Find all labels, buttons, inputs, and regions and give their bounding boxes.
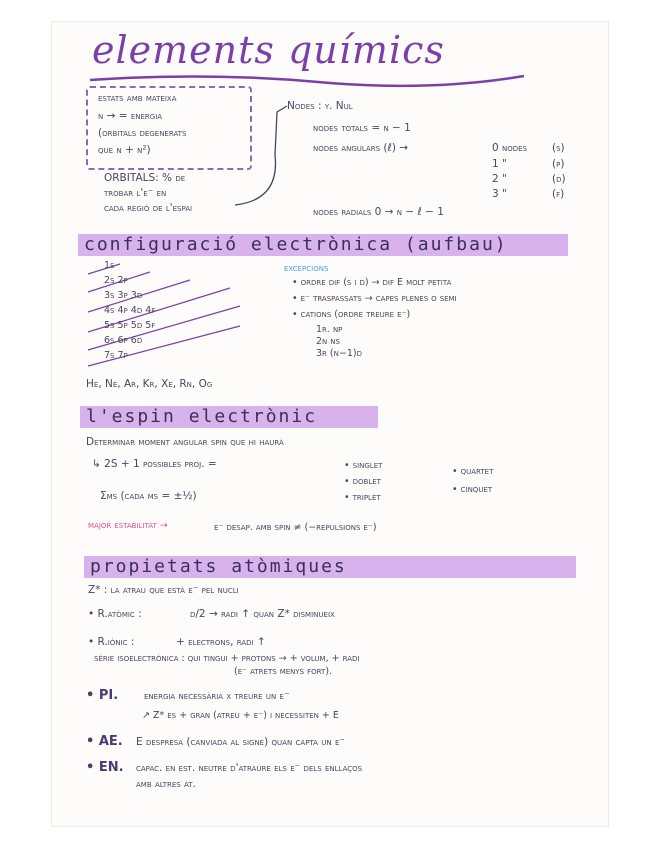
state-quartet: • quartet bbox=[452, 466, 494, 477]
exceptions-heading: excepcions bbox=[284, 262, 329, 274]
aufbau-row-6: 6s 6p 6d bbox=[104, 335, 143, 346]
prop-ionic-text: + electrons, radi ↑ bbox=[176, 636, 266, 648]
aufbau-row-5: 5s 5p 5d 5f bbox=[104, 320, 156, 331]
noble-gases: He, Ne, Ar, Kr, Xe, Rn, Og bbox=[86, 378, 213, 390]
spin-line-3: Σms (cada ms = ±½) bbox=[100, 490, 197, 502]
prop-isoelec-2: (e⁻ atrets menys fort). bbox=[234, 666, 333, 677]
aufbau-row-4: 4s 4p 4d 4f bbox=[104, 305, 156, 316]
aufbau-row-3: 3s 3p 3d bbox=[104, 290, 143, 301]
angular-type-2: (d) bbox=[552, 173, 566, 185]
angular-type-1: (p) bbox=[552, 158, 565, 170]
stability-lead: major estabilitat → bbox=[88, 520, 168, 531]
orbitals-note-1: ORBITALS: % de bbox=[104, 172, 186, 184]
aufbau-row-7: 7s 7p bbox=[104, 350, 128, 361]
nodes-totals: nodes totals = n − 1 bbox=[313, 122, 411, 134]
angular-type-3: (f) bbox=[552, 188, 565, 200]
stability-rest: e⁻ desap. amb spin ≠ (−repulsions e⁻) bbox=[214, 522, 377, 533]
state-singlet: • singlet bbox=[344, 460, 383, 471]
exception-1: • ordre dif (s i d) → dif E molt petita bbox=[292, 277, 452, 288]
prop-en-text-2: amb altres at. bbox=[136, 778, 196, 790]
prop-pi-text: energia necessària x treure un e⁻ bbox=[144, 690, 290, 702]
page-title: elements químics bbox=[92, 28, 445, 72]
order-2: 2n ns bbox=[316, 336, 340, 347]
box-note-1: estats amb mateixa bbox=[98, 92, 177, 104]
connector-arrow bbox=[225, 100, 305, 215]
section-props-title: propietats atòmiques bbox=[90, 556, 347, 577]
angular-value-3: 3 " bbox=[492, 188, 507, 200]
exception-3: • cations (ordre treure e⁻) bbox=[292, 309, 411, 320]
order-3: 3r (n−1)d bbox=[316, 348, 362, 359]
aufbau-row-2: 2s 2p bbox=[104, 275, 128, 286]
state-cinquet: • cinquet bbox=[452, 484, 493, 495]
nodes-heading: Nodes : y. Nul bbox=[287, 100, 353, 112]
prop-zstar: Z* : la atrau que està e⁻ pel nucli bbox=[88, 584, 239, 596]
prop-radi-label: • R.atòmic : bbox=[88, 608, 142, 620]
box-note-3: (orbitals degenerats bbox=[98, 127, 187, 139]
angular-type-0: (s) bbox=[552, 142, 565, 154]
section-spin-title: l'espin electrònic bbox=[86, 406, 318, 427]
box-note-2: n → = energia bbox=[98, 110, 163, 122]
prop-radi-text: d/2 → radi ↑ quan Z* disminueix bbox=[190, 608, 335, 620]
spin-line-2: ↳ 2S + 1 possibles proj. = bbox=[92, 458, 217, 470]
prop-en-text: capac. en est. neutre d'atraure els e⁻ dels enllaços bbox=[136, 762, 363, 774]
nodes-radials: nodes radials 0 → n − ℓ − 1 bbox=[313, 206, 444, 218]
exception-2: • e⁻ traspassats → capes plenes o semi bbox=[292, 293, 457, 304]
prop-ae-text: E despresa (canviada al signe) quan capta un e⁻ bbox=[136, 736, 345, 748]
prop-pi-sub: ↗ Z* es + gran (atreu + e⁻) i necessiten + E bbox=[142, 710, 339, 721]
prop-ae-label: • AE. bbox=[86, 734, 123, 749]
prop-en-label: • EN. bbox=[86, 760, 124, 775]
angular-value-1: 1 " bbox=[492, 158, 507, 170]
aufbau-row-1: 1s bbox=[104, 260, 115, 271]
prop-ionic-label: • R.iònic : bbox=[88, 636, 135, 648]
box-note-4: que n + n²) bbox=[98, 144, 151, 156]
section-config-title: configuració electrònica (aufbau) bbox=[84, 234, 508, 255]
spin-line-1: Determinar moment angular spin que hi haurà bbox=[86, 436, 284, 448]
nodes-angulars: nodes angulars (ℓ) → bbox=[313, 142, 409, 154]
angular-value-2: 2 " bbox=[492, 173, 507, 185]
angular-value-0: 0 nodes bbox=[492, 142, 528, 154]
state-triplet: • triplet bbox=[344, 492, 381, 503]
prop-isoelec: sèrie isoelectrònica : qui tingui + protons → + volum, + radi bbox=[94, 653, 360, 664]
orbitals-note-3: cada regió de l'espai bbox=[104, 202, 193, 214]
state-doblet: • doblet bbox=[344, 476, 381, 487]
order-1: 1r. np bbox=[316, 324, 343, 335]
prop-pi-label: • PI. bbox=[86, 688, 119, 703]
orbitals-note-2: trobar l'e⁻ en bbox=[104, 187, 167, 199]
